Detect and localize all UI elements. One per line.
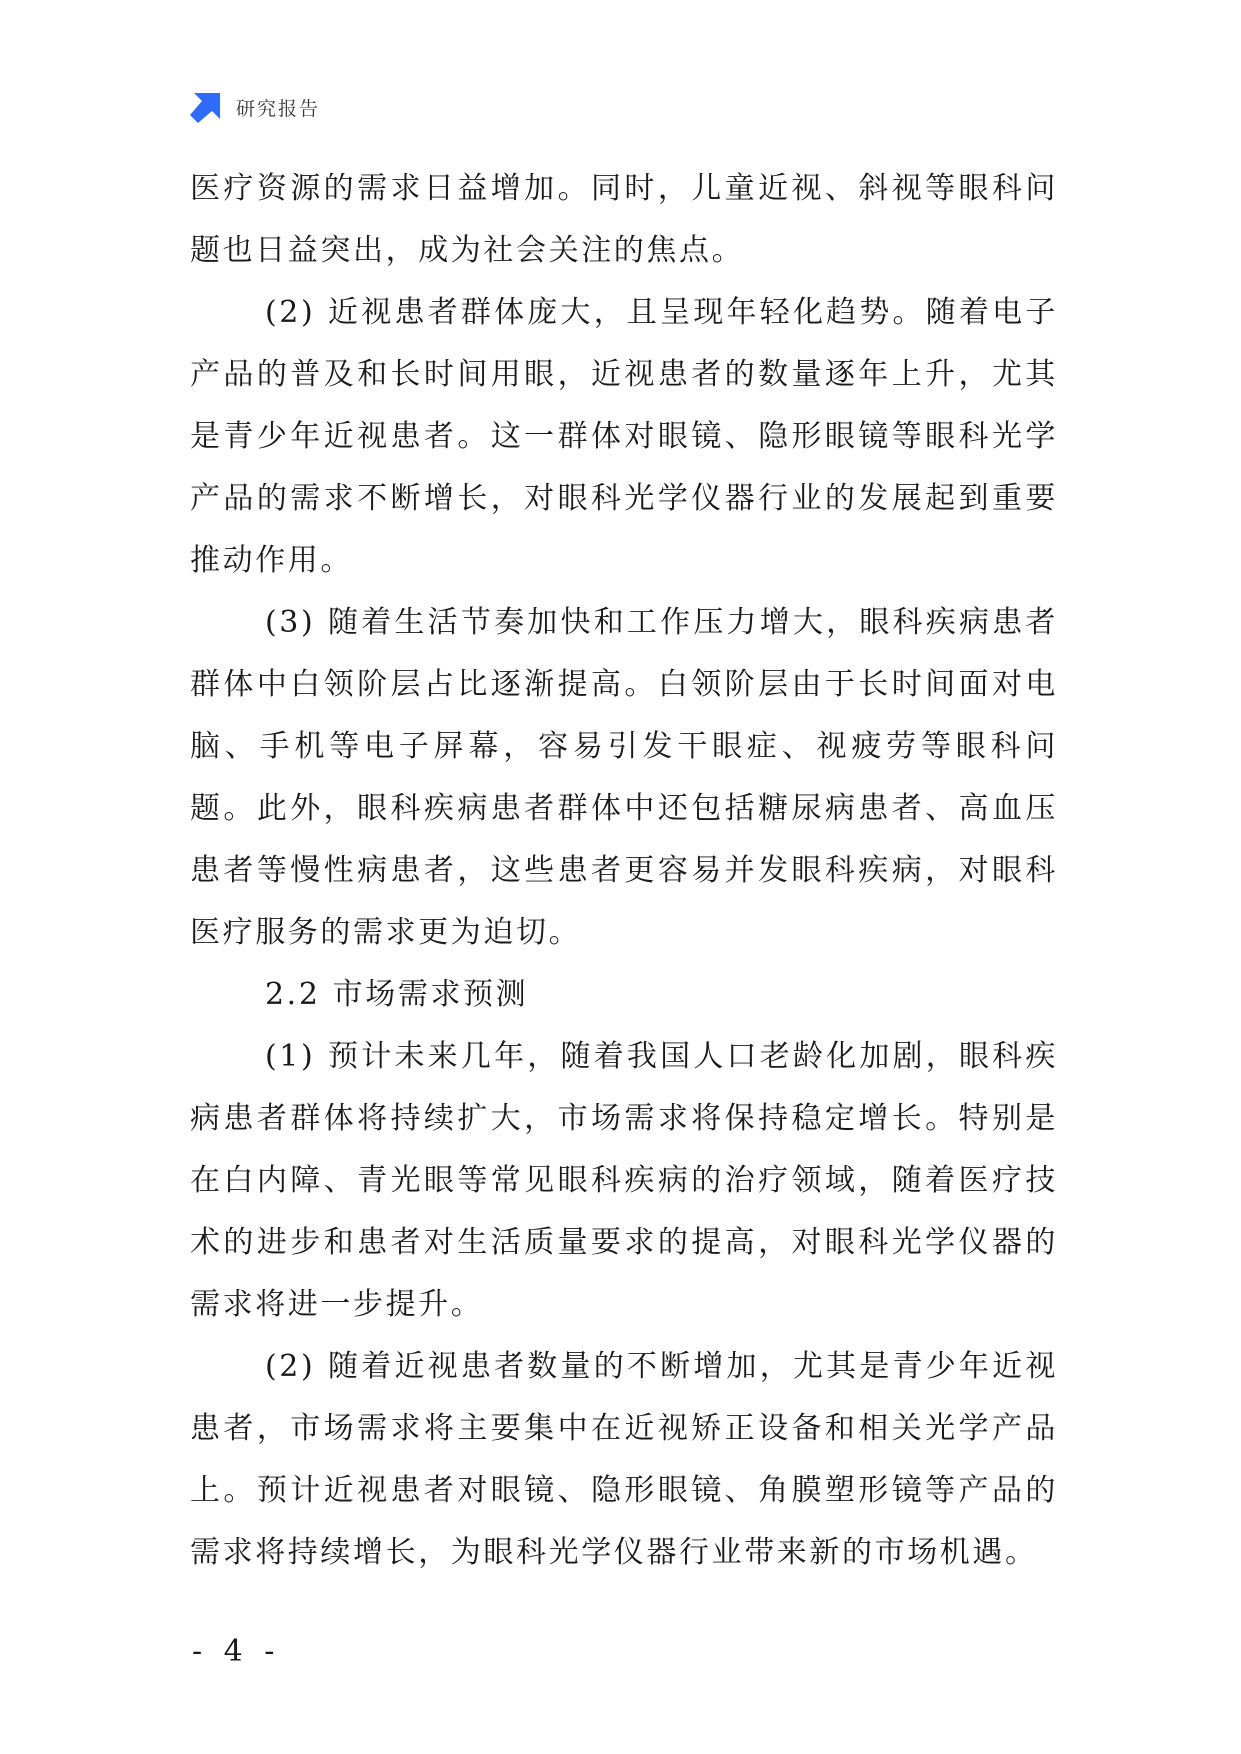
document-body: [190, 158, 1058, 1584]
page-number: - 4 -: [192, 1634, 281, 1669]
header-title: 研究报告: [236, 97, 321, 120]
paragraph-continuation: 医疗资源的需求日益增加。同时，儿童近视、斜视等眼科问题也日益突出，成为社会关注的焦点。: [190, 171, 1058, 268]
paragraph-forecast-myopia: (2) 随着近视患者数量的不断增加，尤其是青少年近视患者，市场需求将主要集中在近视矫正设备和相关光学产品上。预计近视患者对眼镜、隐形眼镜、角膜塑形镜等产品的需求将持续增长，为眼科光学仪器行业带来新的市场机遇。: [190, 1349, 1058, 1570]
arrow-up-right-icon: [190, 91, 222, 123]
paragraph-myopia-patients: (2) 近视患者群体庞大，且呈现年轻化趋势。随着电子产品的普及和长时间用眼，近视患者的数量逐年上升，尤其是青少年近视患者。这一群体对眼镜、隐形眼镜等眼科光学产品的需求不断增长，对眼科光学仪器行业的发展起到重要推动作用。: [190, 295, 1058, 578]
page-header: [190, 90, 320, 124]
paragraph-forecast-aging: (1) 预计未来几年，随着我国人口老龄化加剧，眼科疾病患者群体将持续扩大，市场需求将保持稳定增长。特别是在白内障、青光眼等常见眼科疾病的治疗领域，随着医疗技术的进步和患者对生活质量要求的提高，对眼科光学仪器的需求将进一步提升。: [190, 1039, 1058, 1322]
paragraph-white-collar-patients: (3) 随着生活节奏加快和工作压力增大，眼科疾病患者群体中白领阶层占比逐渐提高。白领阶层由于长时间面对电脑、手机等电子屏幕，容易引发干眼症、视疲劳等眼科问题。此外，眼科疾病患者群体中还包括糖尿病患者、高血压患者等慢性病患者，这些患者更容易并发眼科疾病，对眼科医疗服务的需求更为迫切。: [190, 605, 1058, 950]
section-heading: 2.2 市场需求预测: [265, 977, 529, 1012]
